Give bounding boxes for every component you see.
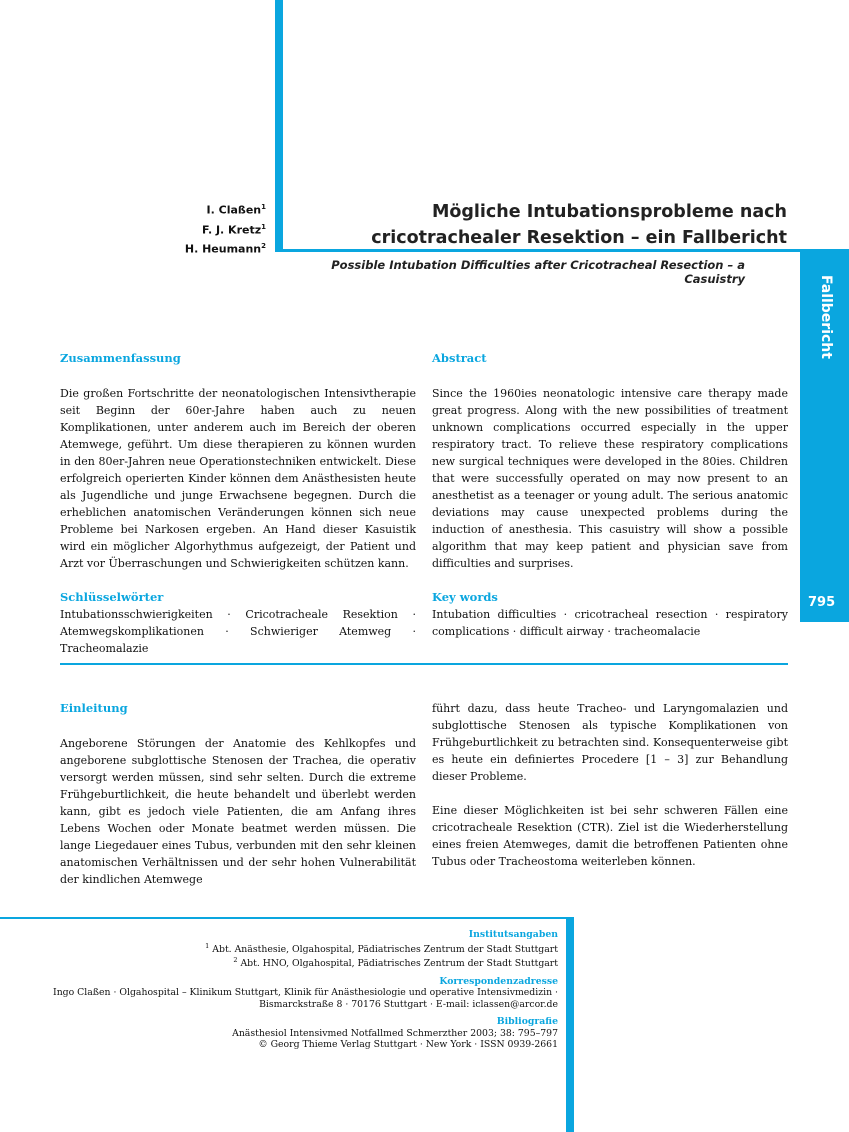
- institution: $^1$ Abt. Anästhesie, Olgahospital, Pädiatrisches Zentrum der Stadt Stuttgart: [205, 941, 558, 955]
- abstract-section: [432, 350, 788, 640]
- footer-accent-bar: [566, 917, 574, 1132]
- article-title: Mögliche Intubationsprobleme nach cricotrachealer Resektion – ein Fallbericht: [371, 202, 787, 248]
- body-text: führt dazu, dass heute Tracheo- und Laryngomalazien und subglottische Stenosen als typische Komplikationen von Frühgeburtlichkeit zu betrachten sind. Konsequenterweise gibt es heute ein definiertes Procedere [1 – 3] zur Behandlung dieser Probleme.: [432, 702, 788, 783]
- correspondence-line: Ingo Claßen · Olgahospital – Klinikum Stuttgart, Klinik für Anästhesiologie und operative Intensivmedizin ·: [53, 987, 558, 999]
- english-title: Possible Intubation Difficulties after Cricotracheal Resection – a Casuistry: [331, 258, 745, 286]
- page-number: 795: [808, 595, 836, 610]
- institution: $^2$ Abt. HNO, Olgahospital, Pädiatrisches Zentrum der Stadt Stuttgart: [233, 956, 558, 970]
- author: H. Heumann$^2$: [184, 242, 266, 256]
- correspondence-line: Bismarckstraße 8 · 70176 Stuttgart · E-mail: iclassen@arcor.de: [259, 998, 558, 1010]
- body-text: Angeborene Störungen der Anatomie des Kehlkopfes und angeborene subglottische Stenosen der Trachea, die operativ versorgt werden müssen, sind sehr selten. Durch die extreme Frühgeburtlichkeit, die heute behandelt und überlebt werden kann, gibt es jedoch viele Patienten, die am Anfang ihres Lebens Wochen oder Monate beatmet werden müssen. Die lange Liegedauer eines Tubus, verbunden mit den sehr kleinen anatomischen Verhältnissen und der sehr hohen Vulnerabilität der kindlichen Atemwege: [60, 737, 416, 886]
- section-divider: [60, 663, 788, 665]
- institutions-heading: Institutsangaben: [468, 929, 558, 940]
- abstract-text: Since the 1960ies neonatologic intensive care therapy made great progress. Along with the new possibilities of treatment unknown complications occurred especially in the upper respiratory tract. To relieve these respiratory complications new surgical techniques were developed in the 80ies. Children that were successfully operated on may now present to an anesthetist as a teenager or young adult. The serious anatomic deviations may cause unexpected problems during the induction of anesthesia. This casuistry will show a possible algorithm that may keep patient and physician save from difficulties and surprises.: [432, 387, 788, 570]
- section-label: Fallbericht: [818, 275, 834, 359]
- keywords-heading: Schlüsselwörter: [60, 590, 164, 604]
- keywords-text: Intubationsschwierigkeiten · Cricotracheale Resektion · Atemwegskomplikationen · Schwieriger Atemweg · Tracheomalazie: [60, 608, 416, 655]
- author-list: [120, 199, 266, 258]
- keywords-heading: Key words: [432, 590, 498, 604]
- summary-text: Die großen Fortschritte der neonatologischen Intensivtherapie seit Beginn der 60er-Jahre haben auch zu neuen Komplikationen, unter anderem auch im Bereich der oberen Atemwege, geführt. Um diese therapieren zu können wurden in den 80er-Jahren neue Operationstechniken entwickelt. Diese erfolgreich operierten Kinder können dem Anästhesisten heute als Jugendliche und junge Erwachsene begegnen. Durch die erheblichen anatomischen Veränderungen können sich neue Probleme bei Narkosen ergeben. An Hand dieser Kasuistik wird ein möglicher Algorhythmus aufgezeigt, der Patient und Arzt vor Überraschungen und Schwierigkeiten schützen kann.: [60, 387, 416, 570]
- author: F. J. Kretz$^1$: [202, 222, 266, 237]
- article-footer: [30, 929, 558, 1051]
- section-heading: Einleitung: [60, 701, 128, 715]
- body-text: Eine dieser Möglichkeiten ist bei sehr schweren Fällen eine cricotracheale Resektion (CTR). Ziel ist die Wiederherstellung eines freien Atemweges, damit die betroffenen Patienten ohne Tubus oder Tracheostoma weiterleben können.: [432, 804, 788, 868]
- zusammenfassung-section: [60, 350, 416, 657]
- bibliography-heading: Bibliografie: [496, 1016, 558, 1028]
- top-accent-bar: [275, 0, 283, 252]
- section-heading: Abstract: [432, 351, 487, 365]
- correspondence-heading: Korrespondenzadresse: [439, 975, 558, 987]
- footer-rule: [0, 917, 566, 919]
- einleitung-left: [60, 700, 416, 888]
- section-heading: Zusammenfassung: [60, 351, 181, 365]
- author: I. Claßen$^1$: [206, 203, 266, 217]
- einleitung-right: [432, 700, 788, 870]
- bibliography-line: Anästhesiol Intensivmed Notfallmed Schmerzther 2003; 38: 795–797: [232, 1027, 558, 1039]
- bibliography-line: © Georg Thieme Verlag Stuttgart · New York · ISSN 0939-2661: [258, 1039, 558, 1051]
- keywords-text: Intubation difficulties · cricotracheal resection · respiratory complications · difficult airway · tracheomalacie: [432, 608, 788, 638]
